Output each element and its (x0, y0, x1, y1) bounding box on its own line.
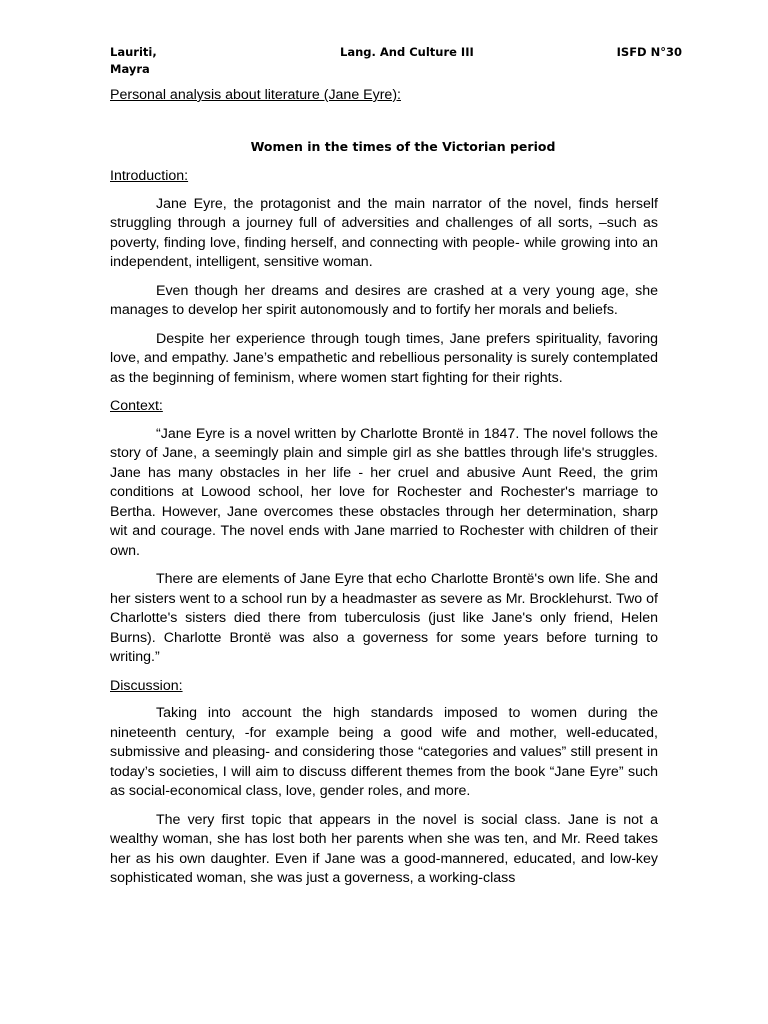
paragraph: Taking into account the high standards imposed to women during the nineteenth century, -for example being a good wife and mother, well-educated, submissive and pleasing- and considering those “categories and values” still present in today’s societies, I will aim to discuss different themes from the book “Jane Eyre” such as social-economical class, love, gender roles, and more. (110, 705, 658, 799)
header-author-line1: Lauriti, (110, 45, 157, 59)
paragraph: Jane Eyre, the protagonist and the main narrator of the novel, finds herself struggling through a journey full of adversities and challenges of all sorts, –such as poverty, finding love, finding herself, and connecting with people- while growing into an independent, intelligent, sensitive woman. (110, 195, 658, 270)
section-heading-introduction: Introduction: (110, 168, 189, 184)
section-introduction (110, 167, 658, 388)
paragraph: “Jane Eyre is a novel written by Charlotte Brontë in 1847. The novel follows the story of Jane, a seemingly plain and simple girl as she battles through life's struggles. Jane has many obstacles in her life - her cruel and abusive Aunt Reed, the grim conditions at Lowood school, her love for Rochester and Rochester's marriage to Bertha. However, Jane overcomes these obstacles through her determination, sharp wit and courage. The novel ends with Jane married to Rochester with children of their own. (110, 425, 658, 559)
paragraph: Even though her dreams and desires are crashed at a very young age, she manages to develop her spirit autonomously and to fortify her morals and beliefs. (110, 282, 658, 318)
header-institution: ISFD N°30 (616, 45, 682, 59)
document-subtitle: Personal analysis about literature (Jane Eyre): (110, 87, 401, 103)
section-heading-discussion: Discussion: (110, 677, 183, 694)
paragraph: There are elements of Jane Eyre that echo Charlotte Brontë's own life. She and her sisters went to a school run by a headmaster as severe as Mr. Brocklehurst. Two of Charlotte's sisters died there from tuberculosis (just like Jane's only friend, Helen Burns). Charlotte Brontë was also a governess for some years before turning to writing.” (110, 571, 658, 665)
section-context (110, 397, 658, 668)
paragraph: Despite her experience through tough times, Jane prefers spirituality, favoring love, and empathy. Jane’s empathetic and rebellious personality is surely contemplated as the beginning of feminism, where women start fighting for their rights. (110, 330, 658, 386)
header-author (110, 44, 157, 78)
section-discussion (110, 677, 658, 889)
header-author-line2: Mayra (110, 62, 150, 76)
section-heading-context: Context: (110, 398, 163, 414)
paragraph: The very first topic that appears in the novel is social class. Jane is not a wealthy woman, she has lost both her parents when she was ten, and Mr. Reed takes her as his own daughter. Even if Jane was a good-mannered, educated, and low-key sophisticated woman, she was just a governess, a working-class (110, 811, 658, 886)
document-body (110, 86, 658, 898)
header-course: Lang. And Culture III (340, 45, 474, 59)
document-title: Women in the times of the Victorian period (250, 138, 556, 154)
